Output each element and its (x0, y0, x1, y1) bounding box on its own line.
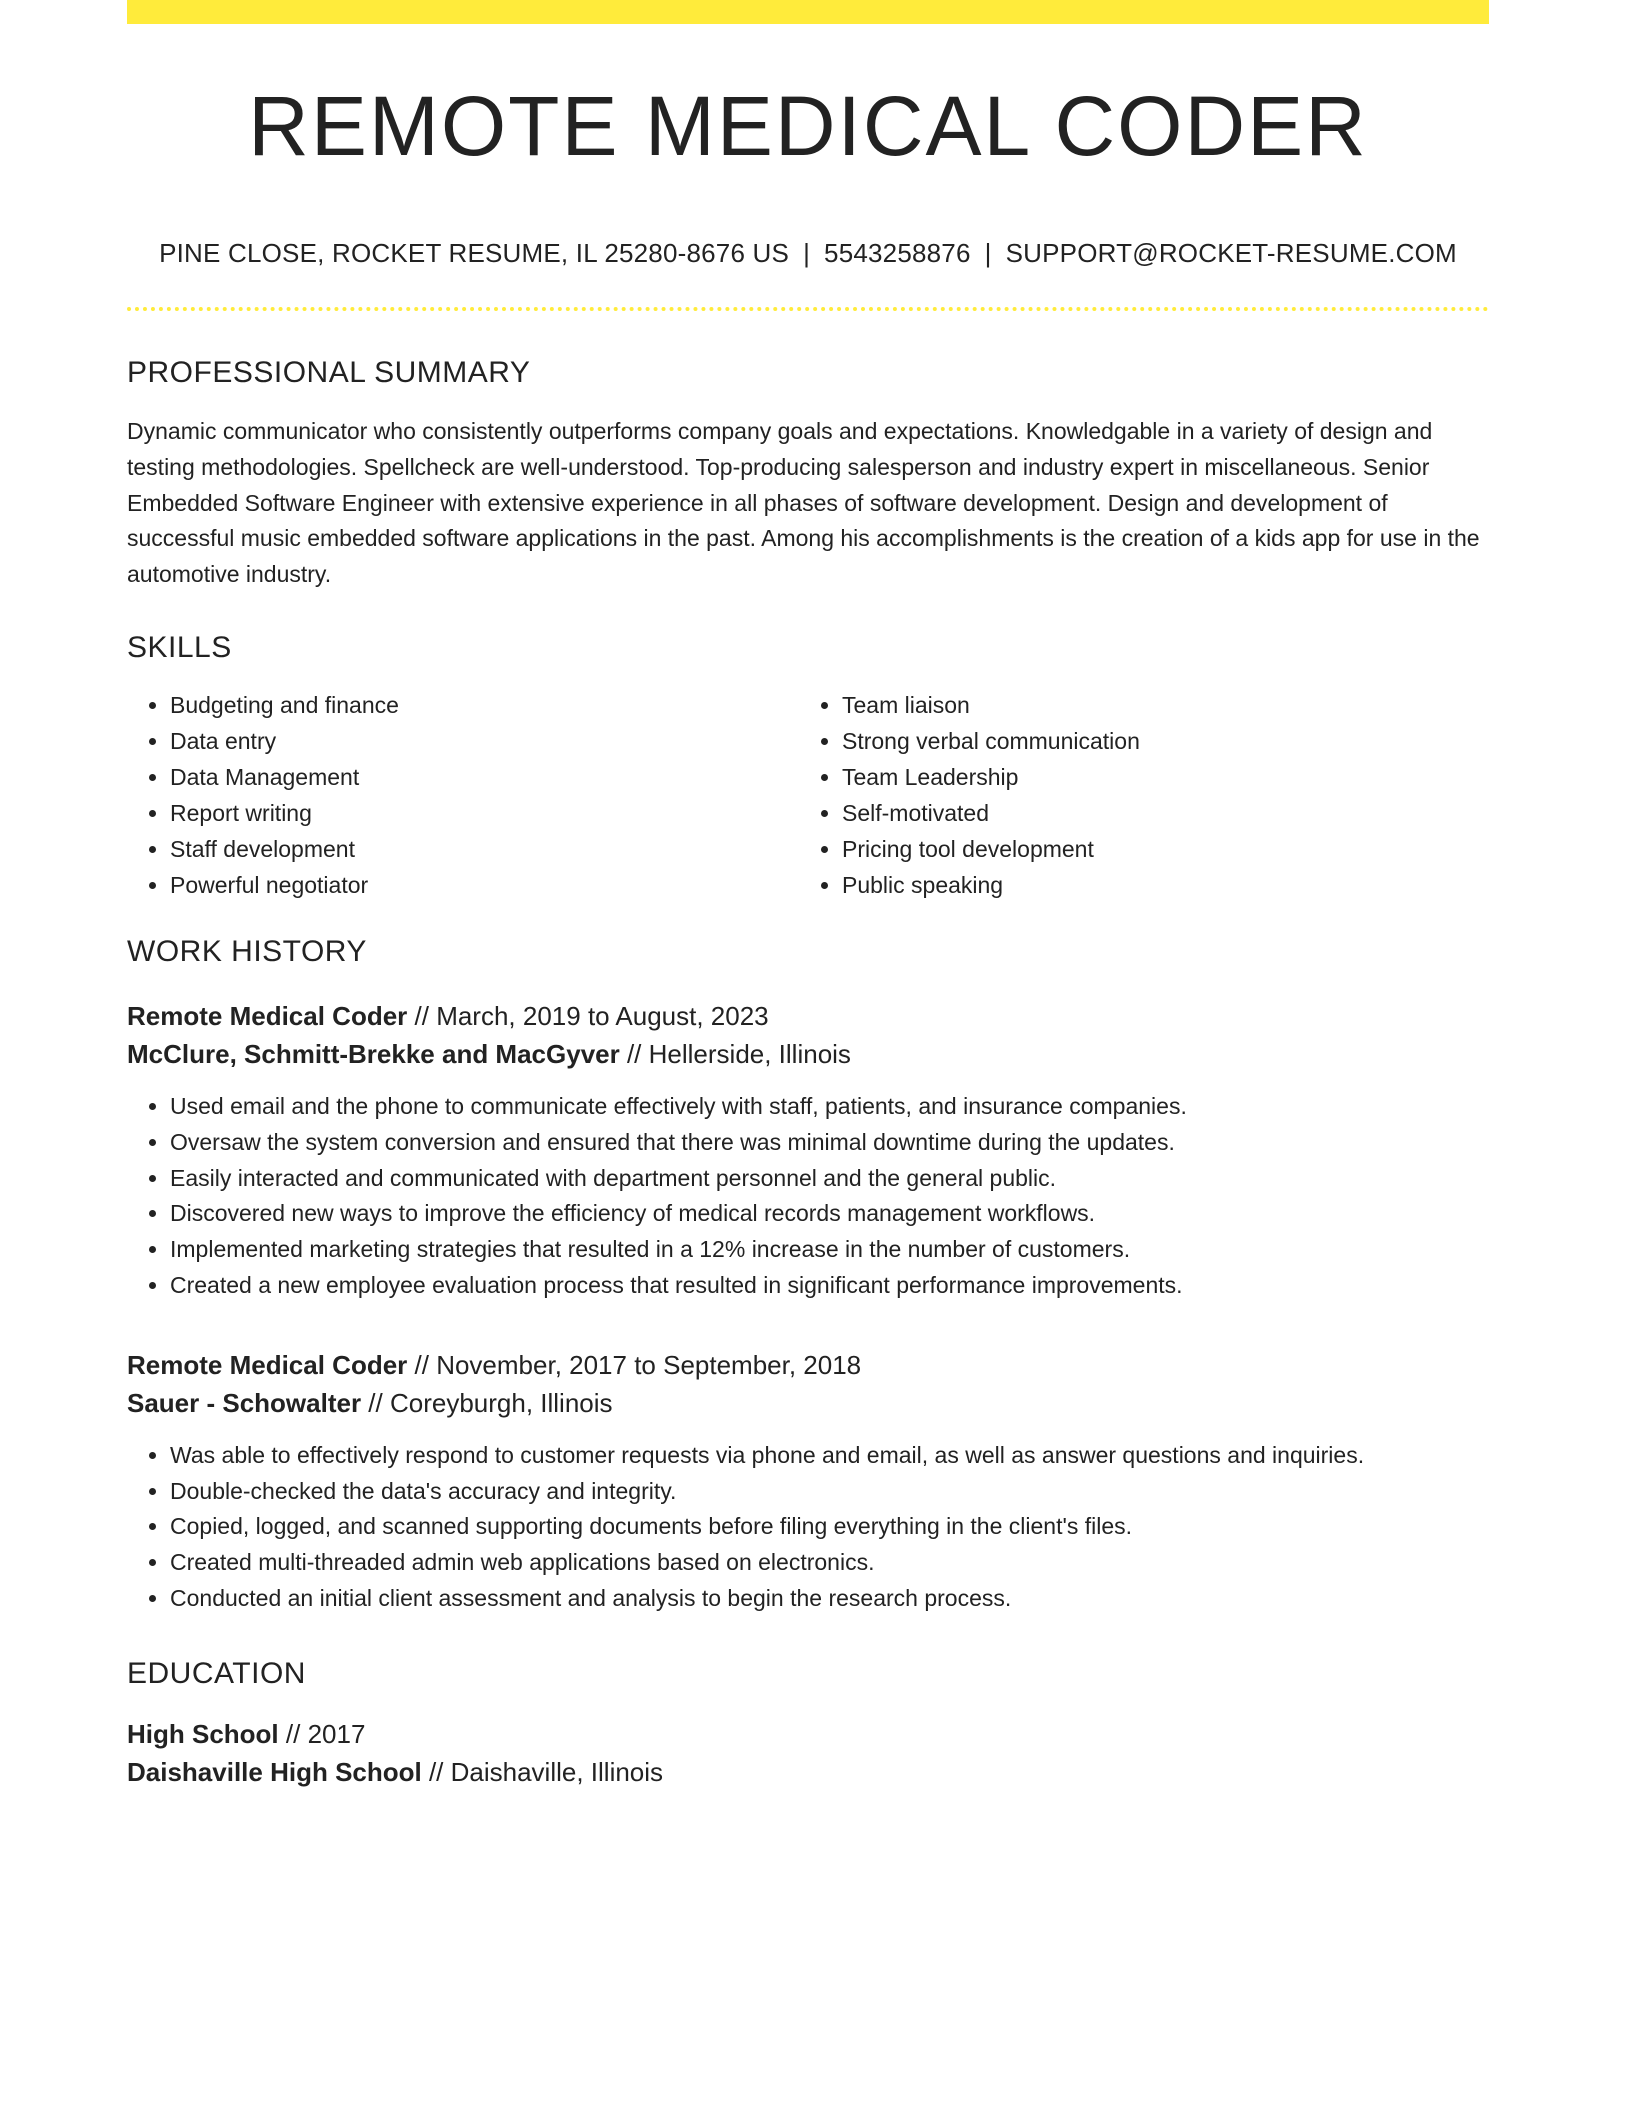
skill-item: • Budgeting and finance (170, 687, 799, 723)
job-title-line (127, 997, 1489, 1035)
education-degree-line (127, 1715, 1489, 1753)
skills-heading: SKILLS (127, 630, 232, 664)
duty-item: • Copied, logged, and scanned supporting documents before filing everything in the client's files. (170, 1509, 1489, 1545)
skill-item: • Self-motivated (842, 795, 1471, 831)
summary-heading: PROFESSIONAL SUMMARY (127, 356, 531, 389)
header-divider (127, 307, 1489, 311)
summary-text: Dynamic communicator who consistently outperforms company goals and expectations. Knowledgable in a variety of design and testing methodologies. Spellcheck are well-understood. Top-producing salesperson and industry expert in miscellaneous. Senior Embedded Software Engineer with extensive experience in all phases of software development. Design and development of successful music embedded software applications in the past. Among his accomplishments is the creation of a kids app for use in the automotive industry. (127, 418, 1480, 588)
skill-item: • Public speaking (842, 867, 1471, 903)
skill-item: • Data Management (170, 759, 799, 795)
job-location: // Hellerside, Illinois (619, 1038, 851, 1069)
skill-item: • Staff development (170, 831, 799, 867)
job-company-line (127, 1035, 1489, 1073)
skills-list (127, 687, 1489, 903)
skill-item: • Powerful negotiator (170, 867, 799, 903)
education-heading: EDUCATION (127, 1656, 306, 1690)
job-role: Remote Medical Coder (127, 1349, 408, 1380)
duty-item: • Was able to effectively respond to customer requests via phone and email, as well as answer questions and inquiries. (170, 1438, 1489, 1474)
job-company: Sauer - Schowalter (127, 1387, 362, 1418)
education-degree: High School (127, 1718, 279, 1749)
skill-item: • Team Leadership (842, 759, 1471, 795)
contact-separator: | (803, 238, 811, 268)
resume-page (127, 0, 1489, 1791)
duty-item: • Created a new employee evaluation process that resulted in significant performance improvements. (170, 1268, 1489, 1304)
skills-column-right (799, 687, 1471, 903)
skill-item: • Pricing tool development (842, 831, 1471, 867)
education-location: // Daishaville, Illinois (421, 1756, 664, 1787)
duty-item: • Easily interacted and communicated with department personnel and the general public. (170, 1161, 1489, 1197)
job-duties (127, 1089, 1489, 1304)
job-entry (127, 997, 1489, 1304)
contact-address: PINE CLOSE, ROCKET RESUME, IL 25280-8676 US (159, 238, 790, 268)
education-school-line (127, 1753, 1489, 1791)
duty-item: • Discovered new ways to improve the efficiency of medical records management workflows. (170, 1196, 1489, 1232)
skill-item: • Report writing (170, 795, 799, 831)
candidate-name: REMOTE MEDICAL CODER (248, 79, 1368, 173)
contact-phone: 5543258876 (824, 238, 971, 268)
job-title-line (127, 1346, 1489, 1384)
job-entry (127, 1346, 1489, 1617)
duty-item: • Created multi-threaded admin web applications based on electronics. (170, 1545, 1489, 1581)
duty-item: • Conducted an initial client assessment and analysis to begin the research process. (170, 1581, 1489, 1617)
duty-item: • Used email and the phone to communicate effectively with staff, patients, and insurance companies. (170, 1089, 1489, 1125)
duty-item: • Oversaw the system conversion and ensured that there was minimal downtime during the updates. (170, 1125, 1489, 1161)
accent-bar (127, 0, 1489, 24)
contact-email: SUPPORT@ROCKET-RESUME.COM (1005, 238, 1457, 268)
job-location: // Coreyburgh, Illinois (361, 1387, 613, 1418)
education-year: // 2017 (278, 1718, 366, 1749)
skill-item: • Strong verbal communication (842, 723, 1471, 759)
job-duties (127, 1438, 1489, 1617)
job-company: McClure, Schmitt-Brekke and MacGyver (127, 1038, 620, 1069)
education-school: Daishaville High School (127, 1756, 422, 1787)
contact-separator: | (984, 238, 992, 268)
skill-item: • Data entry (170, 723, 799, 759)
contact-info (127, 240, 1489, 266)
skills-column-left (127, 687, 799, 903)
job-dates: // March, 2019 to August, 2023 (407, 1000, 769, 1031)
duty-item: • Implemented marketing strategies that resulted in a 12% increase in the number of customers. (170, 1232, 1489, 1268)
job-company-line (127, 1384, 1489, 1422)
duty-item: • Double-checked the data's accuracy and integrity. (170, 1474, 1489, 1510)
skill-item: • Team liaison (842, 687, 1471, 723)
education-entry (127, 1715, 1489, 1791)
job-dates: // November, 2017 to September, 2018 (407, 1349, 862, 1380)
job-role: Remote Medical Coder (127, 1000, 408, 1031)
work-history-heading: WORK HISTORY (127, 934, 367, 968)
